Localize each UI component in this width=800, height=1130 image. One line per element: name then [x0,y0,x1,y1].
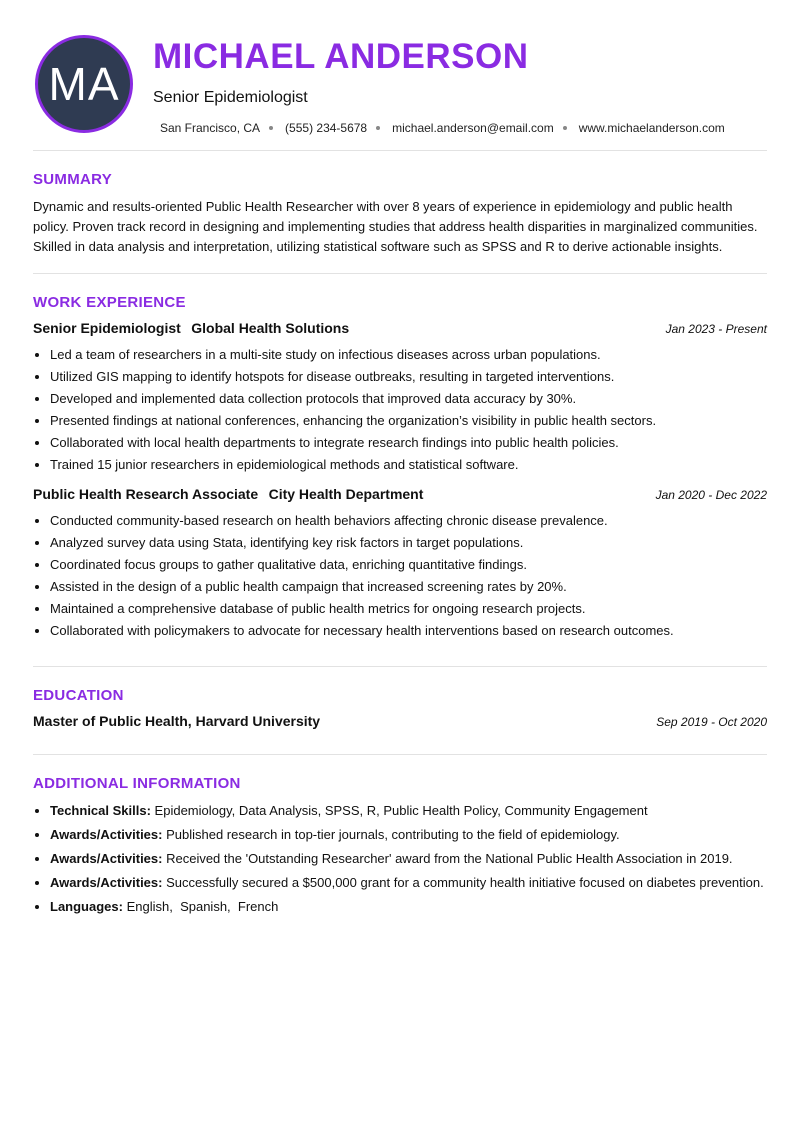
resume-header [33,0,767,150]
education-section [33,667,767,729]
info-label: Awards/Activities: [50,827,163,842]
list-item [50,801,767,820]
section-heading: EDUCATION [33,687,124,704]
list-item [50,873,767,892]
job-entry [33,486,767,642]
contact-info [160,121,725,135]
bullet-separator-icon [376,126,380,130]
info-text: Epidemiology, Data Analysis, SPSS, R, Public Health Policy, Community Engagement [154,803,648,818]
job-dates: Jan 2020 - Dec 2022 [655,488,767,502]
info-text: English, Spanish, French [126,899,279,914]
summary-section [33,151,767,257]
list-item: • Developed and implemented data collection protocols that improved data accuracy by 30%. [50,388,767,410]
job-header [33,320,767,338]
job-dates: Jan 2023 - Present [665,322,767,336]
candidate-title: Senior Epidemiologist [153,89,308,106]
job-company: City Health Department [268,486,424,502]
job-header [33,486,767,504]
info-label: Technical Skills: [50,803,151,818]
list-item: • Assisted in the design of a public health campaign that increased screening rates by 20%. [50,576,767,598]
list-item [50,825,767,844]
additional-info-list [33,801,767,916]
education-degree: Master of Public Health, Harvard University [33,713,321,729]
list-item: • Led a team of researchers in a multi-site study on infectious diseases across urban populations. [50,344,767,366]
list-item [50,897,767,916]
contact-phone: (555) 234-5678 [285,121,368,135]
education-dates: Sep 2019 - Oct 2020 [656,715,767,729]
info-label: Awards/Activities: [50,851,163,866]
candidate-name: MICHAEL ANDERSON [153,37,529,76]
contact-email[interactable]: michael.anderson@email.com [392,121,554,135]
info-label: Awards/Activities: [50,875,163,890]
job-role: Senior Epidemiologist [33,320,181,336]
list-item: • Analyzed survey data using Stata, identifying key risk factors in target populations. [50,532,767,554]
job-bullets [33,344,767,476]
list-item: • Trained 15 junior researchers in epidemiological methods and statistical software. [50,454,767,476]
summary-text: Dynamic and results-oriented Public Health Researcher with over 8 years of experience in epidemiology and public health policy. Proven track record in designing and implementing studies that address health disparities in marginalized communities. Skilled in data analysis and interpretation, utilizing statistical software such as SPSS and R to derive actionable insights. [33,199,758,254]
education-entry [33,713,767,729]
bullet-separator-icon [269,126,273,130]
job-bullets [33,510,767,642]
job-company: Global Health Solutions [191,320,350,336]
list-item: • Collaborated with local health departments to integrate research findings into public health policies. [50,432,767,454]
info-text: Successfully secured a $500,000 grant for a community health initiative focused on diabetes prevention. [166,875,764,890]
additional-info-section [33,755,767,916]
list-item: • Coordinated focus groups to gather qualitative data, enriching quantitative findings. [50,554,767,576]
work-experience-section [33,274,767,642]
job-entry [33,320,767,476]
list-item: • Utilized GIS mapping to identify hotspots for disease outbreaks, resulting in targeted interventions. [50,366,767,388]
section-heading: SUMMARY [33,171,113,188]
avatar-initials: MA [48,58,120,110]
info-text: Published research in top-tier journals, contributing to the field of epidemiology. [166,827,620,842]
contact-location: San Francisco, CA [160,121,261,135]
list-item: • Maintained a comprehensive database of public health metrics for ongoing research projects. [50,598,767,620]
job-role: Public Health Research Associate [33,486,259,502]
info-label: Languages: [50,899,123,914]
contact-website[interactable]: www.michaelanderson.com [578,121,725,135]
info-text: Received the 'Outstanding Researcher' award from the National Public Health Association in 2019. [166,851,733,866]
section-heading: WORK EXPERIENCE [33,294,186,311]
list-item: • Presented findings at national conferences, enhancing the organization’s visibility in public health sectors. [50,410,767,432]
bullet-separator-icon [563,126,567,130]
list-item: • Conducted community-based research on health behaviors affecting chronic disease prevalence. [50,510,767,532]
section-heading: ADDITIONAL INFORMATION [33,775,241,792]
list-item: • Collaborated with policymakers to advocate for necessary health interventions based on research outcomes. [50,620,767,642]
list-item [50,849,767,868]
avatar [35,35,133,133]
